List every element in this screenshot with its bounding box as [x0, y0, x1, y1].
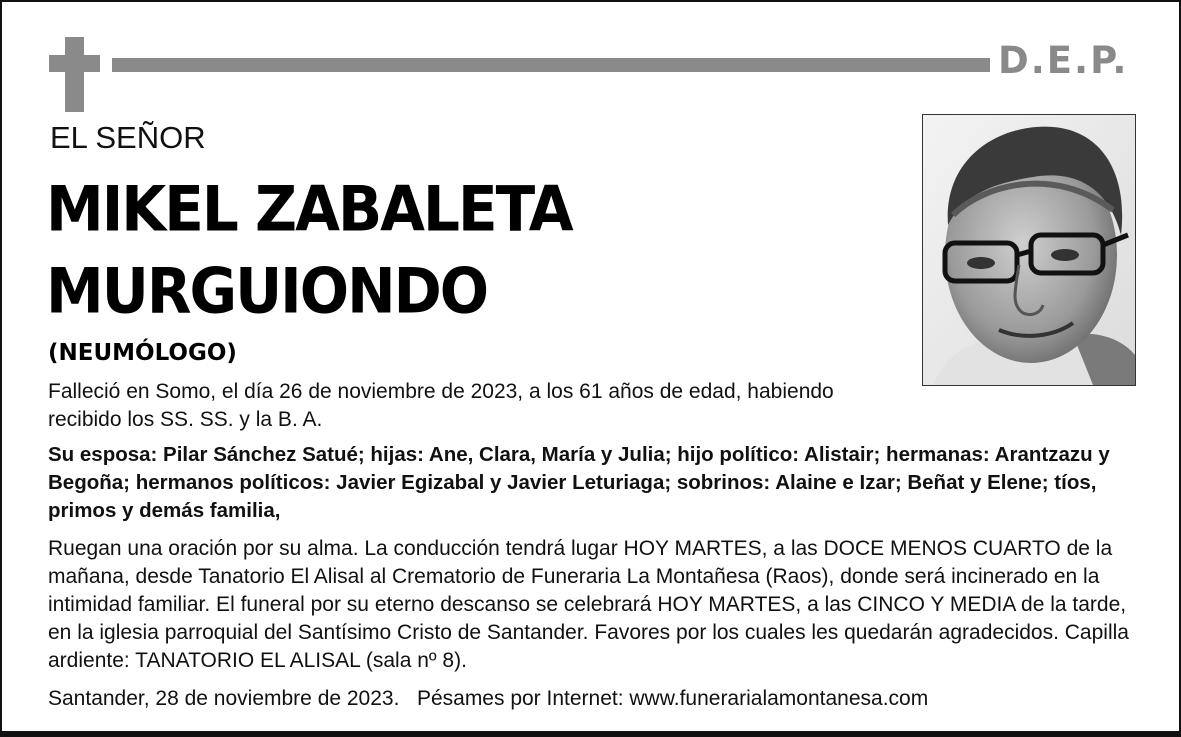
- place-date: Santander, 28 de noviembre de 2023.: [48, 687, 400, 710]
- deceased-name: [46, 168, 572, 332]
- family-text: Su esposa: Pilar Sánchez Satué; hijas: Ane, Clara, María y Julia; hijo político: Alistair; hermanas: Arantzazu y Begoña; hermanos políticos: Javier Egizabal y Javier Leturiaga; sobrinos: Alaine e Izar; Beñat y Elene; tíos, primos y demás familia,: [48, 443, 1110, 522]
- cross-icon: [65, 37, 84, 112]
- deceased-name-line2: MURGUIONDO: [46, 254, 488, 328]
- footer-line: [48, 685, 1148, 713]
- portrait-image: [923, 115, 1135, 385]
- honorific-label: EL SEÑOR: [50, 120, 206, 155]
- ceremony-text: Ruegan una oración por su alma. La conducción tendrá lugar HOY MARTES, a las DOCE MENOS CUARTO de la mañana, desde Tanatorio El Alisal al Crematorio de Funeraria La Montañesa (Raos), donde será incinerado en la intimidad familiar. El funeral por su eterno descanso se celebrará HOY MARTES, a las CINCO Y MEDIA de la tarde, en la iglesia parroquial del Santísimo Cristo de Santander. Favores por los cuales les quedarán agradecidos. Capilla ardiente: TANATORIO EL ALISAL (sala nº 8).: [48, 537, 1129, 672]
- deceased-name-line1: MIKEL ZABALETA: [46, 172, 572, 246]
- death-notice-text: Falleció en Somo, el día 26 de noviembre de 2023, a los 61 años de edad, habiendo recibido los SS. SS. y la B. A.: [48, 380, 834, 431]
- dep-label: D.E.P.: [998, 39, 1129, 82]
- condolences-link[interactable]: Pésames por Internet: www.funerarialamontanesa.com: [416, 687, 929, 710]
- profession-title: (NEUMÓLOGO): [48, 340, 237, 366]
- portrait-photo: [922, 114, 1136, 386]
- cross-icon-bar: [49, 55, 100, 72]
- header-rule: [112, 58, 990, 72]
